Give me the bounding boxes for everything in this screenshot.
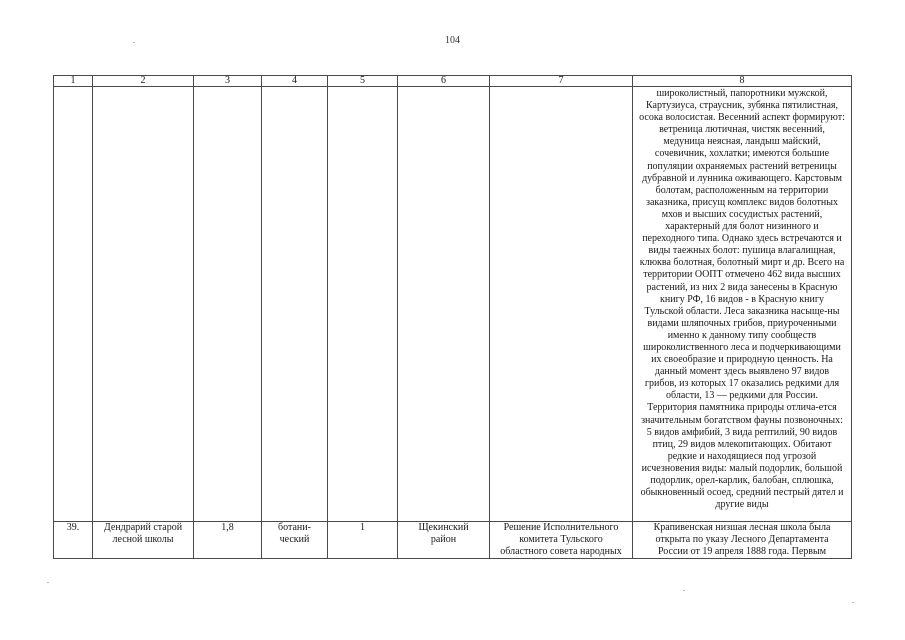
table-cell <box>490 87 633 522</box>
text-line: популяции охраняемых растений ветреницы <box>647 160 837 172</box>
table-row-39 <box>54 522 852 559</box>
description-cell <box>633 522 852 559</box>
text-line: Территория памятника природы отлича-ется <box>647 402 837 414</box>
table-cell <box>93 87 194 522</box>
text-line: характерный для болот низинного и <box>665 221 819 233</box>
row-number-cell: 39. <box>54 522 93 559</box>
text-line: ческий <box>279 534 310 546</box>
column-header: 4 <box>262 76 328 87</box>
area-size-cell: 1,8 <box>194 522 262 559</box>
column-header: 5 <box>328 76 398 87</box>
text-line: лесной школы <box>112 534 174 546</box>
text-line: осока волосистая. Весенний аспект формируют: <box>639 112 845 124</box>
scan-speck <box>47 582 49 583</box>
table-cell <box>328 87 398 522</box>
text-line: видами шляпочных грибов, приуроченными <box>647 317 837 329</box>
column-number-row <box>54 76 852 87</box>
text-line: исчезновения виды: малый подорлик, большой <box>641 462 843 474</box>
text-line: областного совета народных <box>500 546 622 558</box>
text-line: ботани- <box>278 522 311 533</box>
area-name-cell <box>93 522 194 559</box>
text-line: широколиственного леса и подчеркивающими <box>643 341 841 353</box>
text-line: болотам, расположенным на территории <box>655 184 829 196</box>
continued-row <box>54 87 852 522</box>
text-line: Крапивенская низшая лесная школа была <box>653 522 831 533</box>
text-line: 5 видов амфибий, 3 вида рептилий, 90 видов <box>646 426 838 438</box>
text-line: Картузиуса, страусник, зубянка пятилистная, <box>645 100 838 112</box>
text-line: медуница неясная, ландыш майский, <box>663 136 821 148</box>
table-cell <box>54 87 93 522</box>
text-line: редкие и находящиеся под угрозой <box>667 450 817 462</box>
text-line: Решение Исполнительного <box>503 522 619 533</box>
scan-speck <box>133 42 135 43</box>
column-header: 1 <box>54 76 93 87</box>
protected-areas-table <box>53 75 852 559</box>
text-line: территории ООПТ отмечено 462 вида высших <box>643 269 841 281</box>
text-line: дубравной и лунника оживающего. Карстовым <box>642 172 842 184</box>
text-line: клюква болотная, болотный мирт и др. Всего на <box>639 257 845 269</box>
profile-cell <box>262 522 328 559</box>
text-line: именно к данному типу сообществ <box>667 329 817 341</box>
table-cell <box>398 87 490 522</box>
text-line: Щекинский <box>418 522 469 533</box>
text-line: широколистный, папоротники мужской, <box>656 88 828 99</box>
text-line: России от 19 апреля 1888 года. Первым <box>657 546 827 558</box>
text-line: другие виды <box>715 499 769 511</box>
text-line: птиц, 29 видов млекопитающих. Обитают <box>652 438 832 450</box>
text-line: подорлик, орел-карлик, балобан, сплюшка, <box>650 475 834 486</box>
column-header: 6 <box>398 76 490 87</box>
text-line: виды таежных болот: пушица влагалищная, <box>648 245 836 257</box>
text-line: открыта по указу Лесного Департамента <box>655 534 829 546</box>
text-line: книгу РФ, 16 видов - в Красную книгу <box>660 293 824 305</box>
text-line: мхов и высших сосудистых растений, <box>661 208 823 220</box>
column-header: 8 <box>633 76 852 87</box>
text-line: данный момент здесь выявлено 97 видов <box>654 366 830 378</box>
scan-speck <box>852 602 854 603</box>
text-line: растений, из них 2 вида занесены в Красную <box>646 281 838 293</box>
location-cell <box>398 522 490 559</box>
column-header: 3 <box>194 76 262 87</box>
decision-cell <box>490 522 633 559</box>
text-line: район <box>430 534 457 546</box>
table-cell <box>194 87 262 522</box>
text-line: их своеобразие и природную ценность. На <box>651 354 833 366</box>
table-cell <box>262 87 328 522</box>
text-line: Дендрарий старой <box>103 522 183 533</box>
text-line: сочевичник, хохлатки; имеются большие <box>654 148 830 160</box>
text-line: переходного типа. Однако здесь встречаются и <box>642 233 842 245</box>
column-5-cell: 1 <box>328 522 398 559</box>
scan-speck <box>683 590 685 591</box>
description-cell <box>633 87 852 522</box>
column-header: 7 <box>490 76 633 87</box>
text-line: комитета Тульского <box>519 534 603 546</box>
text-line: области, 13 — редкими для России. <box>665 390 819 402</box>
page-number: 104 <box>445 35 460 46</box>
column-header: 2 <box>93 76 194 87</box>
text-line: грибов, из которых 17 оказались редкими для <box>644 378 840 390</box>
text-line: значительным богатством фауны позвоночных: <box>641 414 843 426</box>
text-line: заказника, присущ комплекс видов болотных <box>646 196 838 208</box>
text-line: обыкновенный осоед, средний пестрый дятел и <box>640 487 844 499</box>
text-line: Тульской области. Леса заказника насыще-ны <box>644 305 840 317</box>
text-line: ветреница лютичная, чистяк весенний, <box>659 124 825 136</box>
description-text <box>635 87 849 511</box>
